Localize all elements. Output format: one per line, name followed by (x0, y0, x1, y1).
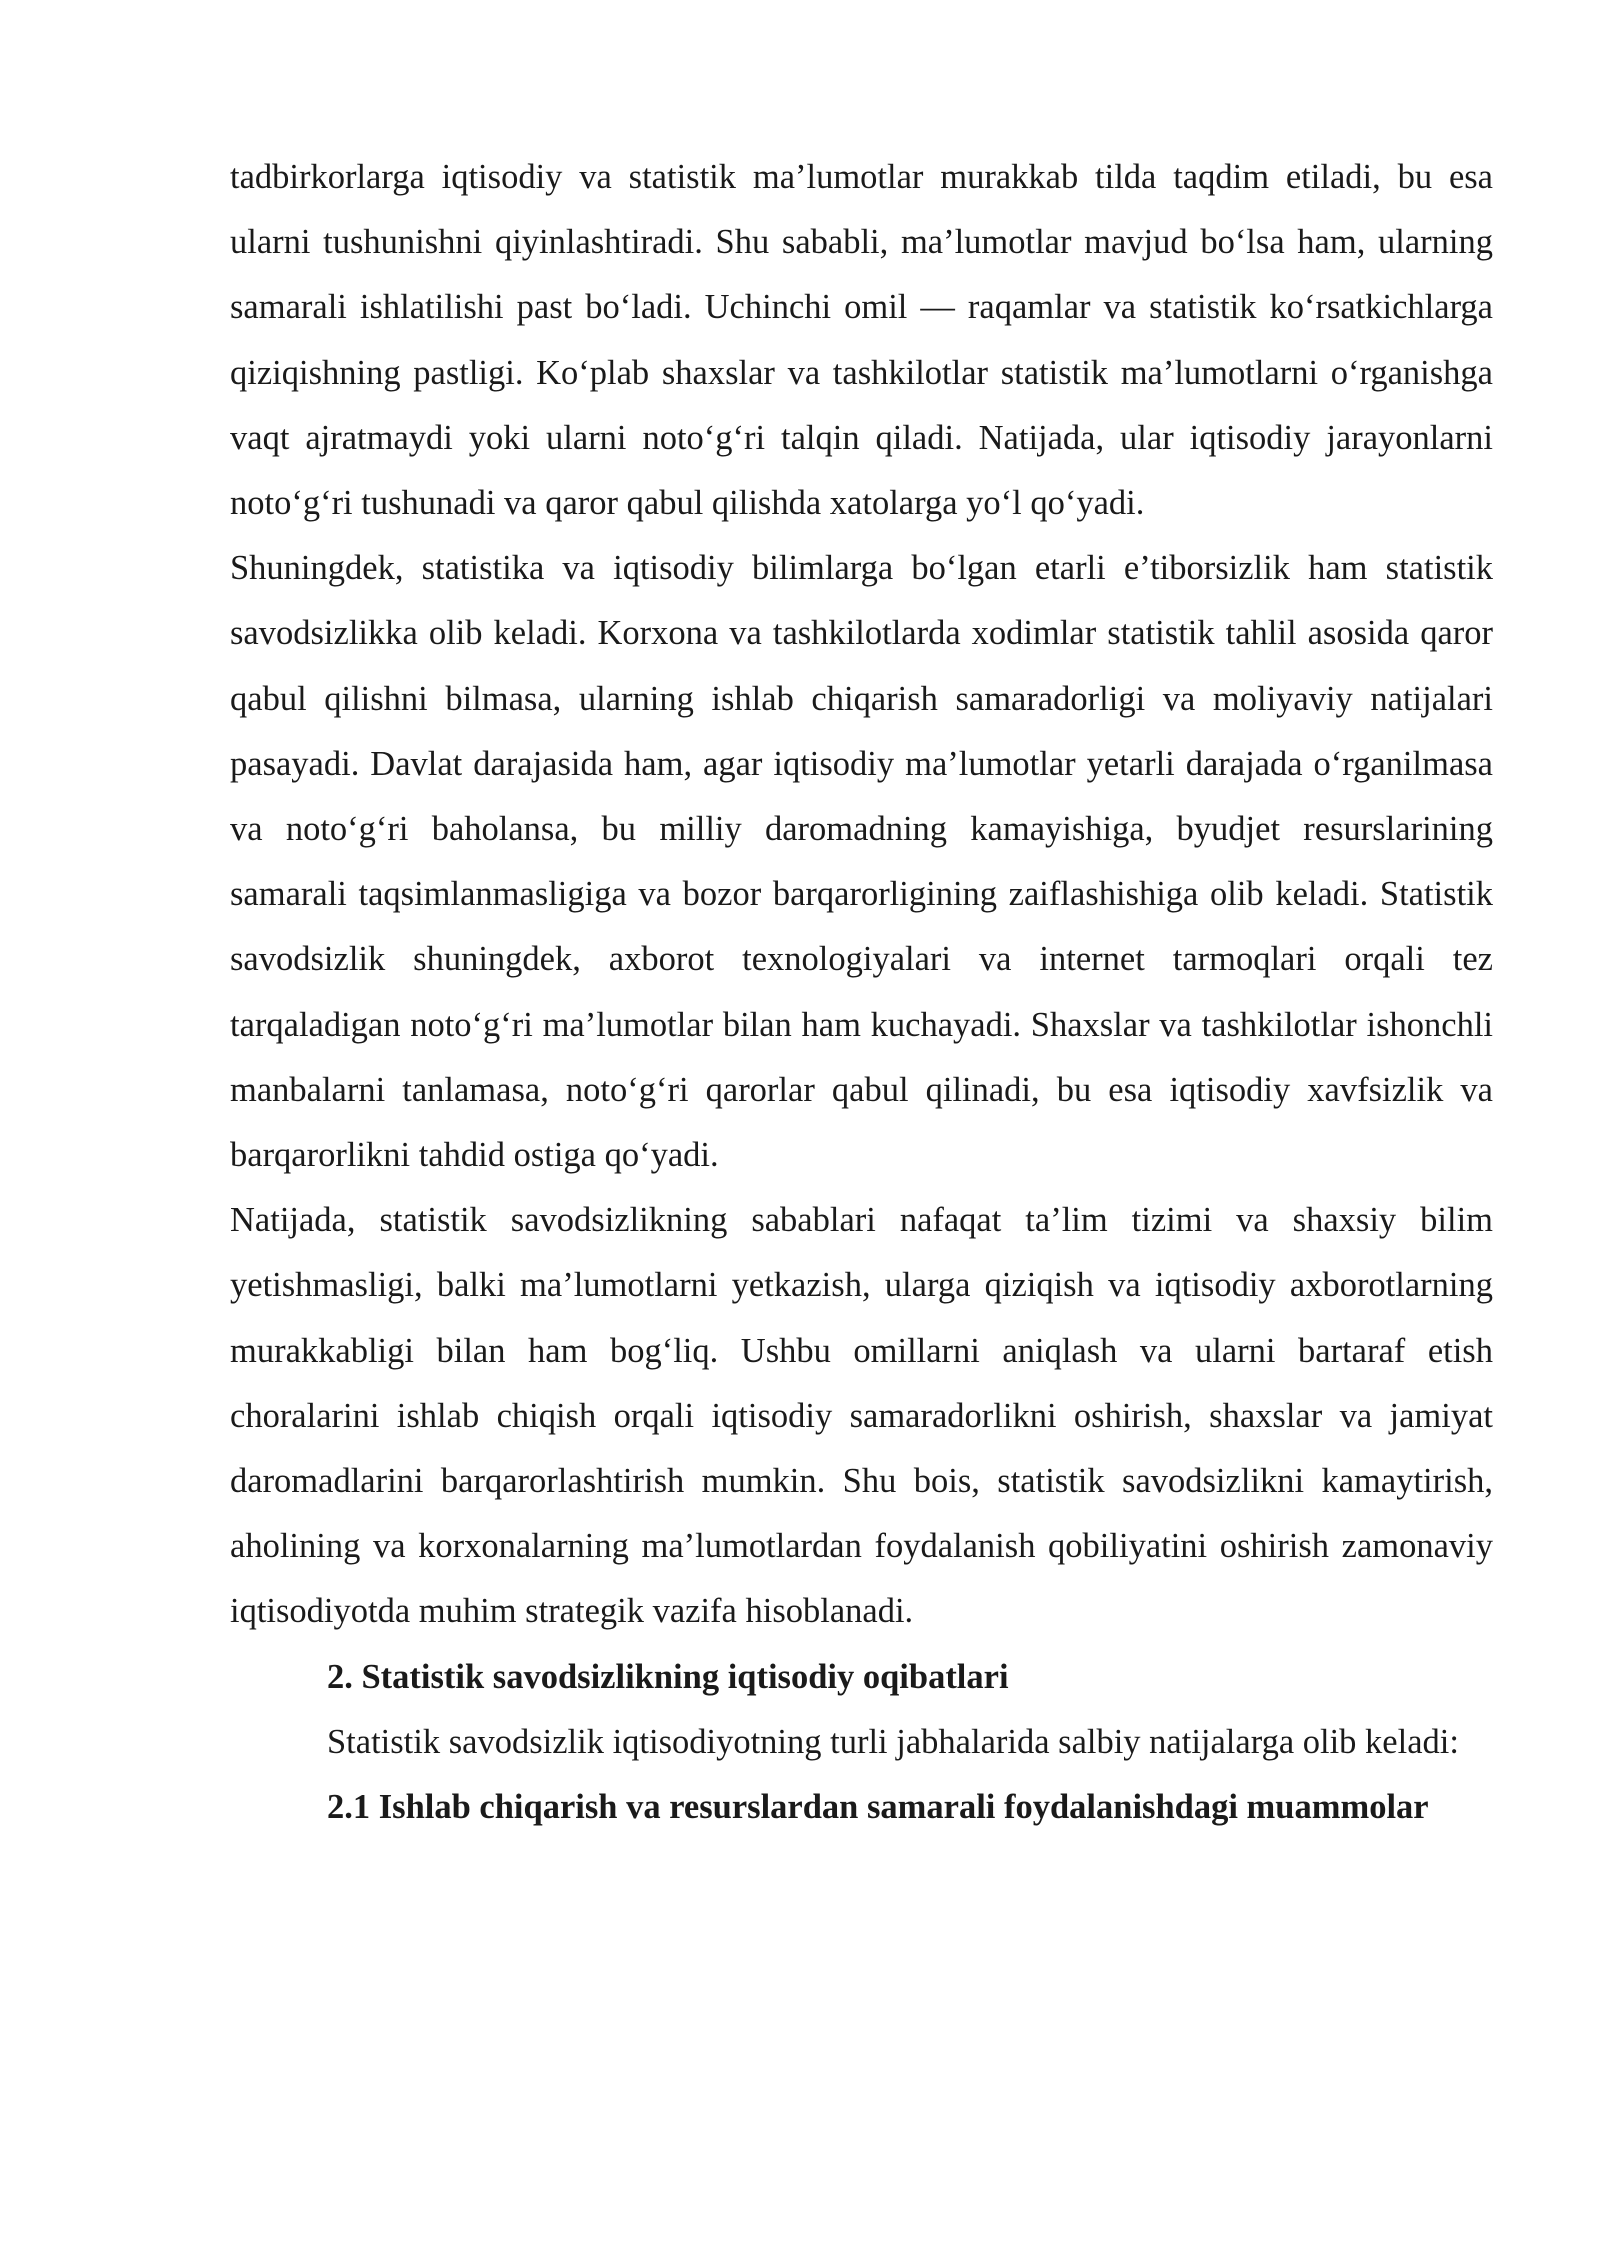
body-paragraph-1: tadbirkorlarga iqtisodiy va statistik ma’lumotlar murakkab tilda taqdim etiladi, bu esa ularni tushunishni qiyinlashtiradi. Shu sababli, ma’lumotlar mavjud bo‘lsa ham, ularning samarali ishlatilishi past bo‘ladi. Uchinchi omil — raqamlar va statistik ko‘rsatkichlarga qiziqishning pastligi. Ko‘plab shaxslar va tashkilotlar statistik ma’lumotlarni o‘rganishga vaqt ajratmaydi yoki ularni noto‘g‘ri talqin qiladi. Natijada, ular iqtisodiy jarayonlarni noto‘g‘ri tushunadi va qaror qabul qilishda xatolarga yo‘l qo‘yadi. (230, 158, 1493, 523)
section-intro-paragraph: Statistik savodsizlik iqtisodiyotning turli jabhalarida salbiy natijalarga olib keladi: (327, 1722, 1459, 1761)
body-paragraph-3: Natijada, statistik savodsizlikning sabablari nafaqat ta’lim tizimi va shaxsiy bilim yetishmasligi, balki ma’lumotlarni yetkazish, ularga qiziqish va iqtisodiy axborotlarning murakkabligi bilan ham bog‘liq. Ushbu omillarni aniqlash va ularni bartaraf etish choralarini ishlab chiqish orqali iqtisodiy samaradorlikni oshirish, shaxslar va jamiyat daromadlarini barqarorlashtirish mumkin. Shu bois, statistik savodsizlikni kamaytirish, aholining va korxonalarning ma’lumotlardan foydalanish qobiliyatini oshirish zamonaviy iqtisodiyotda muhim strategik vazifa hisoblanadi. (230, 1201, 1493, 1631)
section-heading: 2. Statistik savodsizlikning iqtisodiy oqibatlari (327, 1657, 1009, 1696)
subsection-heading: 2.1 Ishlab chiqarish va resurslardan samarali foydalanishdagi muammolar (327, 1788, 1429, 1827)
body-paragraph-2: Shuningdek, statistika va iqtisodiy bilimlarga bo‘lgan etarli e’tiborsizlik ham statistik savodsizlikka olib keladi. Korxona va tashkilotlarda xodimlar statistik tahlil asosida qaror qabul qilishni bilmasa, ularning ishlab chiqarish samaradorligi va moliyaviy natijalari pasayadi. Davlat darajasida ham, agar iqtisodiy ma’lumotlar yetarli darajada o‘rganilmasa va noto‘g‘ri baholansa, bu milliy daromadning kamayishiga, byudjet resurslarining samarali taqsimlanmasligiga va bozor barqarorligining zaiflashishiga olib keladi. Statistik savodsizlik shuningdek, axborot texnologiyalari va internet tarmoqlari orqali tez tarqaladigan noto‘g‘ri ma’lumotlar bilan ham kuchayadi. Shaxslar va tashkilotlar ishonchli manbalarni tanlamasa, noto‘g‘ri qarorlar qabul qilinadi, bu esa iqtisodiy xavfsizlik va barqarorlikni tahdid ostiga qo‘yadi. (230, 549, 1493, 1175)
document-page (230, 145, 1493, 1840)
